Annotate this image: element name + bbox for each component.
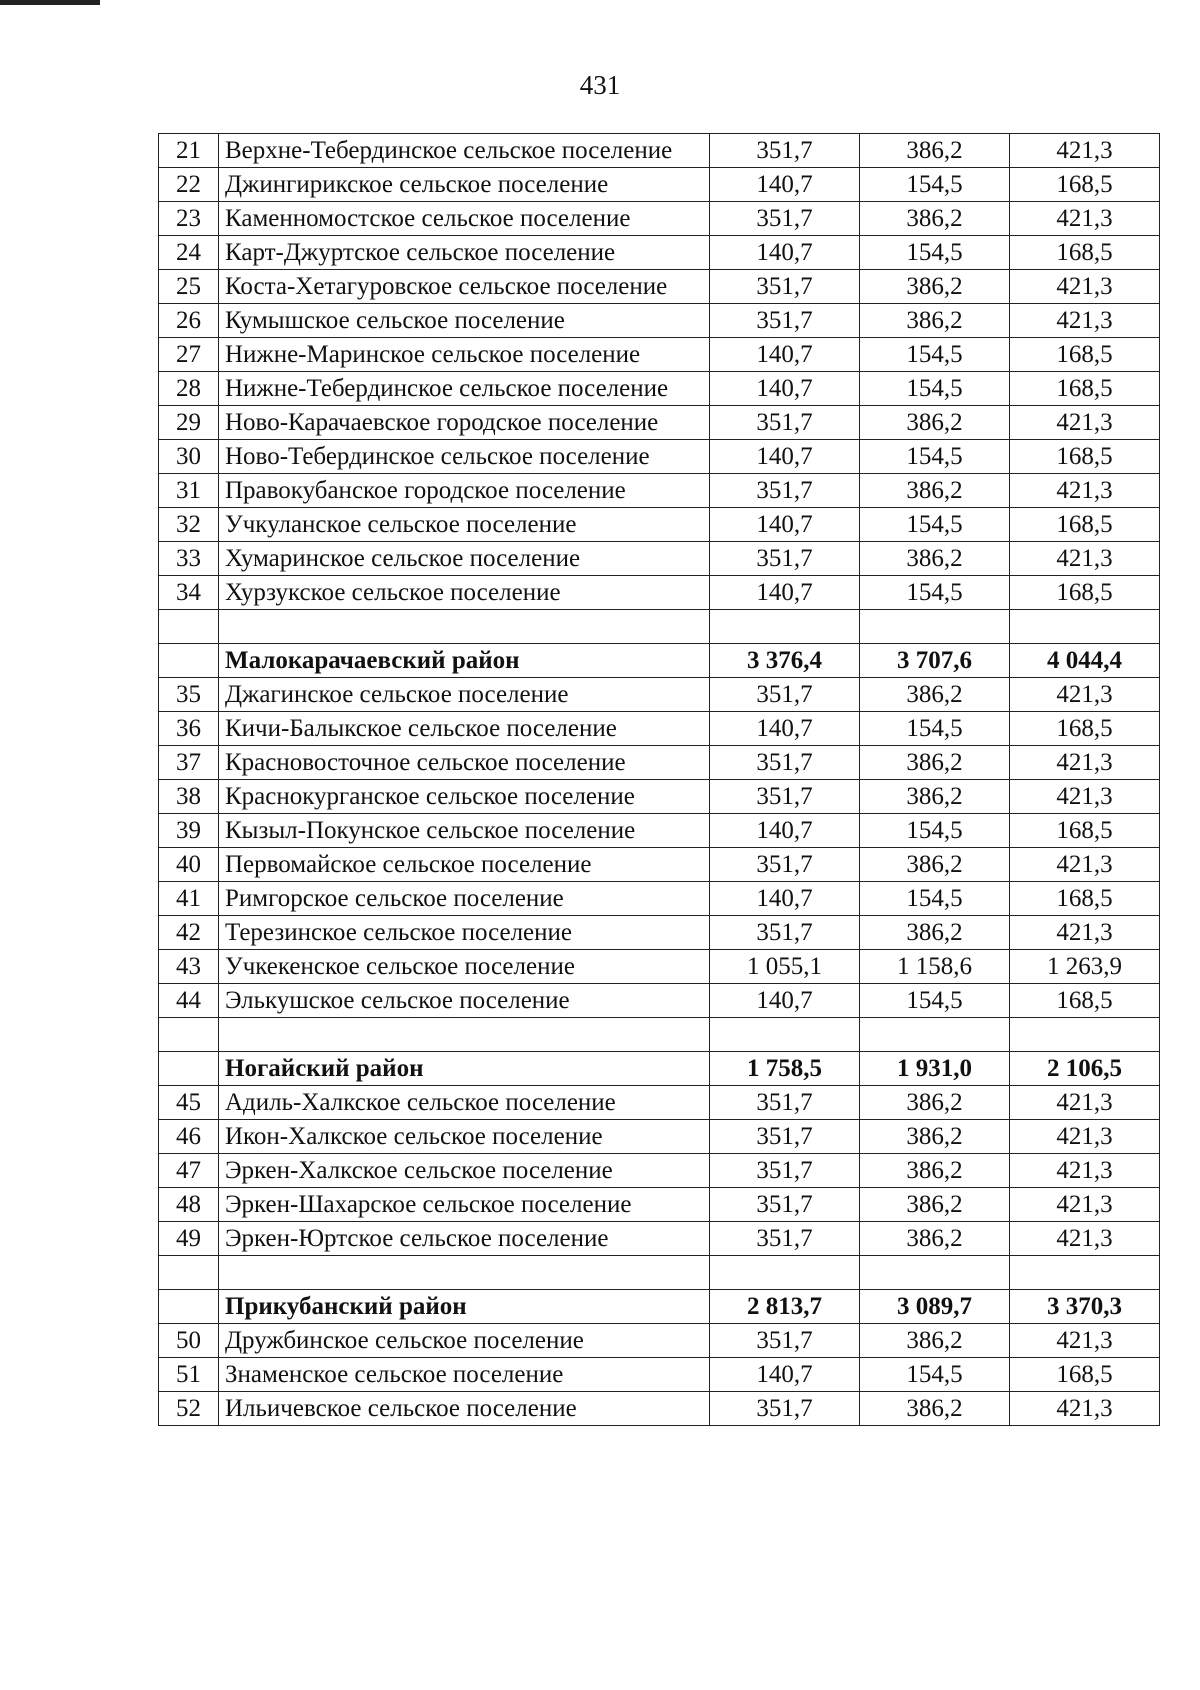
row-number-cell: 25: [159, 270, 219, 304]
value-col2-cell: 386,2: [860, 1222, 1010, 1256]
table-row: [159, 678, 1160, 712]
settlement-name-cell: Кичи-Балыкское сельское поселение: [219, 712, 710, 746]
value-col2-cell: 1 158,6: [860, 950, 1010, 984]
value-col2-cell: 386,2: [860, 1086, 1010, 1120]
row-number-cell: 37: [159, 746, 219, 780]
row-number-cell: [159, 644, 219, 678]
value-col2-cell: 3 707,6: [860, 644, 1010, 678]
row-number-cell: 31: [159, 474, 219, 508]
settlement-name-cell: Каменномостское сельское поселение: [219, 202, 710, 236]
table-row: [159, 134, 1160, 168]
value-col1-cell: 140,7: [710, 882, 860, 916]
value-col1-cell: 140,7: [710, 984, 860, 1018]
district-name-cell: Ногайский район: [219, 1052, 710, 1086]
row-number-cell: 33: [159, 542, 219, 576]
value-col3-cell: 421,3: [1010, 1154, 1160, 1188]
value-col1-cell: 351,7: [710, 406, 860, 440]
table-row: [159, 236, 1160, 270]
settlement-name-cell: Терезинское сельское поселение: [219, 916, 710, 950]
value-col1-cell: 351,7: [710, 1324, 860, 1358]
value-col2-cell: 154,5: [860, 372, 1010, 406]
settlement-name-cell: Нижне-Тебердинское сельское поселение: [219, 372, 710, 406]
value-col1-cell: 351,7: [710, 474, 860, 508]
empty-cell: [710, 1018, 860, 1052]
table-row: [159, 780, 1160, 814]
table-row: [159, 1222, 1160, 1256]
empty-cell: [159, 1256, 219, 1290]
value-col2-cell: 386,2: [860, 780, 1010, 814]
value-col2-cell: 154,5: [860, 168, 1010, 202]
table-row: [159, 202, 1160, 236]
settlement-name-cell: Джингирикское сельское поселение: [219, 168, 710, 202]
table-row: [159, 848, 1160, 882]
table-row: [159, 542, 1160, 576]
table-row: [159, 1188, 1160, 1222]
value-col1-cell: 140,7: [710, 338, 860, 372]
settlement-name-cell: Нижне-Маринское сельское поселение: [219, 338, 710, 372]
settlement-name-cell: Римгорское сельское поселение: [219, 882, 710, 916]
value-col3-cell: 1 263,9: [1010, 950, 1160, 984]
empty-cell: [219, 1256, 710, 1290]
district-name-cell: Прикубанский район: [219, 1290, 710, 1324]
value-col3-cell: 3 370,3: [1010, 1290, 1160, 1324]
table-row: [159, 270, 1160, 304]
page-number: 431: [579, 70, 621, 100]
table-row: [159, 440, 1160, 474]
settlement-name-cell: Знаменское сельское поселение: [219, 1358, 710, 1392]
value-col1-cell: 351,7: [710, 1392, 860, 1426]
table-row: [159, 746, 1160, 780]
value-col1-cell: 140,7: [710, 236, 860, 270]
row-number-cell: 23: [159, 202, 219, 236]
value-col3-cell: 168,5: [1010, 440, 1160, 474]
value-col1-cell: 351,7: [710, 916, 860, 950]
row-number-cell: 41: [159, 882, 219, 916]
settlement-name-cell: Кумышское сельское поселение: [219, 304, 710, 338]
table-row: [159, 916, 1160, 950]
row-number-cell: 46: [159, 1120, 219, 1154]
value-col2-cell: 386,2: [860, 1392, 1010, 1426]
value-col2-cell: 154,5: [860, 712, 1010, 746]
value-col3-cell: 421,3: [1010, 134, 1160, 168]
value-col1-cell: 140,7: [710, 440, 860, 474]
value-col2-cell: 3 089,7: [860, 1290, 1010, 1324]
settlement-name-cell: Дружбинское сельское поселение: [219, 1324, 710, 1358]
value-col2-cell: 386,2: [860, 1324, 1010, 1358]
row-number-cell: 52: [159, 1392, 219, 1426]
value-col3-cell: 421,3: [1010, 916, 1160, 950]
value-col3-cell: 421,3: [1010, 202, 1160, 236]
empty-cell: [710, 1256, 860, 1290]
row-number-cell: 30: [159, 440, 219, 474]
table-row: [159, 712, 1160, 746]
value-col1-cell: 351,7: [710, 746, 860, 780]
empty-cell: [219, 1018, 710, 1052]
value-col2-cell: 386,2: [860, 1154, 1010, 1188]
value-col3-cell: 421,3: [1010, 848, 1160, 882]
value-col3-cell: 2 106,5: [1010, 1052, 1160, 1086]
district-row: [159, 1052, 1160, 1086]
value-col3-cell: 168,5: [1010, 508, 1160, 542]
table-row: [159, 1324, 1160, 1358]
value-col2-cell: 1 931,0: [860, 1052, 1010, 1086]
empty-cell: [860, 1018, 1010, 1052]
value-col2-cell: 154,5: [860, 814, 1010, 848]
value-col3-cell: 421,3: [1010, 678, 1160, 712]
value-col1-cell: 351,7: [710, 1086, 860, 1120]
value-col2-cell: 386,2: [860, 304, 1010, 338]
value-col3-cell: 168,5: [1010, 1358, 1160, 1392]
value-col1-cell: 140,7: [710, 576, 860, 610]
value-col3-cell: 168,5: [1010, 882, 1160, 916]
value-col1-cell: 351,7: [710, 202, 860, 236]
value-col1-cell: 351,7: [710, 1222, 860, 1256]
row-number-cell: 47: [159, 1154, 219, 1188]
row-number-cell: 35: [159, 678, 219, 712]
value-col1-cell: 140,7: [710, 712, 860, 746]
value-col3-cell: 421,3: [1010, 1086, 1160, 1120]
value-col1-cell: 140,7: [710, 372, 860, 406]
row-number-cell: 44: [159, 984, 219, 1018]
row-number-cell: 32: [159, 508, 219, 542]
row-number-cell: 40: [159, 848, 219, 882]
value-col1-cell: 351,7: [710, 134, 860, 168]
settlement-name-cell: Учкуланское сельское поселение: [219, 508, 710, 542]
table-row: [159, 1154, 1160, 1188]
value-col3-cell: 421,3: [1010, 1324, 1160, 1358]
value-col1-cell: 140,7: [710, 508, 860, 542]
settlements-table: [158, 133, 1160, 1426]
value-col3-cell: 168,5: [1010, 168, 1160, 202]
table-row: [159, 1120, 1160, 1154]
value-col3-cell: 421,3: [1010, 746, 1160, 780]
value-col1-cell: 351,7: [710, 270, 860, 304]
empty-cell: [860, 1256, 1010, 1290]
row-number-cell: [159, 1290, 219, 1324]
table-row: [159, 1086, 1160, 1120]
settlement-name-cell: Элькушское сельское поселение: [219, 984, 710, 1018]
value-col2-cell: 154,5: [860, 882, 1010, 916]
table-row: [159, 372, 1160, 406]
value-col1-cell: 1 758,5: [710, 1052, 860, 1086]
table-row: [159, 814, 1160, 848]
row-number-cell: 26: [159, 304, 219, 338]
value-col2-cell: 154,5: [860, 440, 1010, 474]
row-number-cell: 27: [159, 338, 219, 372]
settlement-name-cell: Эркен-Шахарское сельское поселение: [219, 1188, 710, 1222]
value-col2-cell: 386,2: [860, 270, 1010, 304]
empty-cell: [710, 610, 860, 644]
value-col1-cell: 351,7: [710, 678, 860, 712]
row-number-cell: 43: [159, 950, 219, 984]
table-row: [159, 1358, 1160, 1392]
value-col3-cell: 421,3: [1010, 304, 1160, 338]
value-col3-cell: 421,3: [1010, 474, 1160, 508]
settlement-name-cell: Джагинское сельское поселение: [219, 678, 710, 712]
district-row: [159, 1290, 1160, 1324]
settlement-name-cell: Адиль-Халкское сельское поселение: [219, 1086, 710, 1120]
table-row: [159, 576, 1160, 610]
district-row: [159, 644, 1160, 678]
value-col2-cell: 154,5: [860, 338, 1010, 372]
table-row: [159, 168, 1160, 202]
empty-cell: [1010, 1256, 1160, 1290]
empty-cell: [1010, 1018, 1160, 1052]
settlement-name-cell: Икон-Халкское сельское поселение: [219, 1120, 710, 1154]
value-col3-cell: 421,3: [1010, 406, 1160, 440]
value-col3-cell: 4 044,4: [1010, 644, 1160, 678]
table-body: [159, 134, 1160, 1426]
row-number-cell: 24: [159, 236, 219, 270]
row-number-cell: 49: [159, 1222, 219, 1256]
settlement-name-cell: Ново-Тебердинское сельское поселение: [219, 440, 710, 474]
value-col3-cell: 421,3: [1010, 1188, 1160, 1222]
empty-cell: [219, 610, 710, 644]
table-row: [159, 508, 1160, 542]
empty-cell: [159, 1018, 219, 1052]
value-col2-cell: 386,2: [860, 406, 1010, 440]
settlement-name-cell: Эркен-Халкское сельское поселение: [219, 1154, 710, 1188]
settlement-name-cell: Краснокурганское сельское поселение: [219, 780, 710, 814]
value-col3-cell: 168,5: [1010, 236, 1160, 270]
value-col2-cell: 386,2: [860, 848, 1010, 882]
value-col2-cell: 154,5: [860, 236, 1010, 270]
value-col3-cell: 168,5: [1010, 712, 1160, 746]
blank-separator-row: [159, 610, 1160, 644]
value-col2-cell: 386,2: [860, 916, 1010, 950]
settlement-name-cell: Ново-Карачаевское городское поселение: [219, 406, 710, 440]
row-number-cell: 21: [159, 134, 219, 168]
value-col2-cell: 154,5: [860, 1358, 1010, 1392]
value-col2-cell: 386,2: [860, 678, 1010, 712]
table-row: [159, 304, 1160, 338]
value-col1-cell: 2 813,7: [710, 1290, 860, 1324]
value-col3-cell: 168,5: [1010, 372, 1160, 406]
value-col3-cell: 421,3: [1010, 270, 1160, 304]
settlement-name-cell: Красновосточное сельское поселение: [219, 746, 710, 780]
value-col1-cell: 1 055,1: [710, 950, 860, 984]
value-col3-cell: 168,5: [1010, 576, 1160, 610]
settlement-name-cell: Учкекенское сельское поселение: [219, 950, 710, 984]
settlement-name-cell: Хумаринское сельское поселение: [219, 542, 710, 576]
value-col1-cell: 351,7: [710, 848, 860, 882]
table-row: [159, 950, 1160, 984]
table-row: [159, 338, 1160, 372]
value-col1-cell: 140,7: [710, 168, 860, 202]
row-number-cell: 38: [159, 780, 219, 814]
value-col2-cell: 386,2: [860, 202, 1010, 236]
row-number-cell: 28: [159, 372, 219, 406]
value-col2-cell: 154,5: [860, 508, 1010, 542]
table-row: [159, 474, 1160, 508]
value-col1-cell: 351,7: [710, 304, 860, 338]
value-col3-cell: 421,3: [1010, 1392, 1160, 1426]
value-col1-cell: 351,7: [710, 1154, 860, 1188]
value-col2-cell: 386,2: [860, 542, 1010, 576]
settlement-name-cell: Коста-Хетагуровское сельское поселение: [219, 270, 710, 304]
row-number-cell: 36: [159, 712, 219, 746]
value-col3-cell: 421,3: [1010, 542, 1160, 576]
row-number-cell: 42: [159, 916, 219, 950]
table-row: [159, 984, 1160, 1018]
value-col1-cell: 351,7: [710, 1120, 860, 1154]
value-col3-cell: 168,5: [1010, 338, 1160, 372]
settlement-name-cell: Кызыл-Покунское сельское поселение: [219, 814, 710, 848]
empty-cell: [860, 610, 1010, 644]
value-col1-cell: 351,7: [710, 542, 860, 576]
row-number-cell: 29: [159, 406, 219, 440]
row-number-cell: [159, 1052, 219, 1086]
value-col3-cell: 168,5: [1010, 814, 1160, 848]
value-col1-cell: 3 376,4: [710, 644, 860, 678]
settlement-name-cell: Эркен-Юртское сельское поселение: [219, 1222, 710, 1256]
scan-corner-mark: [0, 0, 100, 5]
row-number-cell: 50: [159, 1324, 219, 1358]
value-col1-cell: 140,7: [710, 814, 860, 848]
value-col3-cell: 421,3: [1010, 1120, 1160, 1154]
value-col3-cell: 421,3: [1010, 1222, 1160, 1256]
table-row: [159, 1392, 1160, 1426]
value-col2-cell: 386,2: [860, 746, 1010, 780]
value-col2-cell: 386,2: [860, 474, 1010, 508]
value-col2-cell: 386,2: [860, 1120, 1010, 1154]
value-col2-cell: 154,5: [860, 576, 1010, 610]
row-number-cell: 34: [159, 576, 219, 610]
blank-separator-row: [159, 1018, 1160, 1052]
value-col2-cell: 154,5: [860, 984, 1010, 1018]
value-col1-cell: 351,7: [710, 780, 860, 814]
value-col3-cell: 168,5: [1010, 984, 1160, 1018]
value-col2-cell: 386,2: [860, 134, 1010, 168]
row-number-cell: 48: [159, 1188, 219, 1222]
district-name-cell: Малокарачаевский район: [219, 644, 710, 678]
settlement-name-cell: Карт-Джуртское сельское поселение: [219, 236, 710, 270]
table-row: [159, 882, 1160, 916]
settlement-name-cell: Правокубанское городское поселение: [219, 474, 710, 508]
value-col3-cell: 421,3: [1010, 780, 1160, 814]
empty-cell: [159, 610, 219, 644]
row-number-cell: 51: [159, 1358, 219, 1392]
settlement-name-cell: Ильичевское сельское поселение: [219, 1392, 710, 1426]
settlement-name-cell: Первомайское сельское поселение: [219, 848, 710, 882]
row-number-cell: 39: [159, 814, 219, 848]
settlement-name-cell: Верхне-Тебердинское сельское поселение: [219, 134, 710, 168]
empty-cell: [1010, 610, 1160, 644]
value-col1-cell: 140,7: [710, 1358, 860, 1392]
value-col1-cell: 351,7: [710, 1188, 860, 1222]
row-number-cell: 45: [159, 1086, 219, 1120]
value-col2-cell: 386,2: [860, 1188, 1010, 1222]
blank-separator-row: [159, 1256, 1160, 1290]
settlement-name-cell: Хурзукское сельское поселение: [219, 576, 710, 610]
table-row: [159, 406, 1160, 440]
row-number-cell: 22: [159, 168, 219, 202]
